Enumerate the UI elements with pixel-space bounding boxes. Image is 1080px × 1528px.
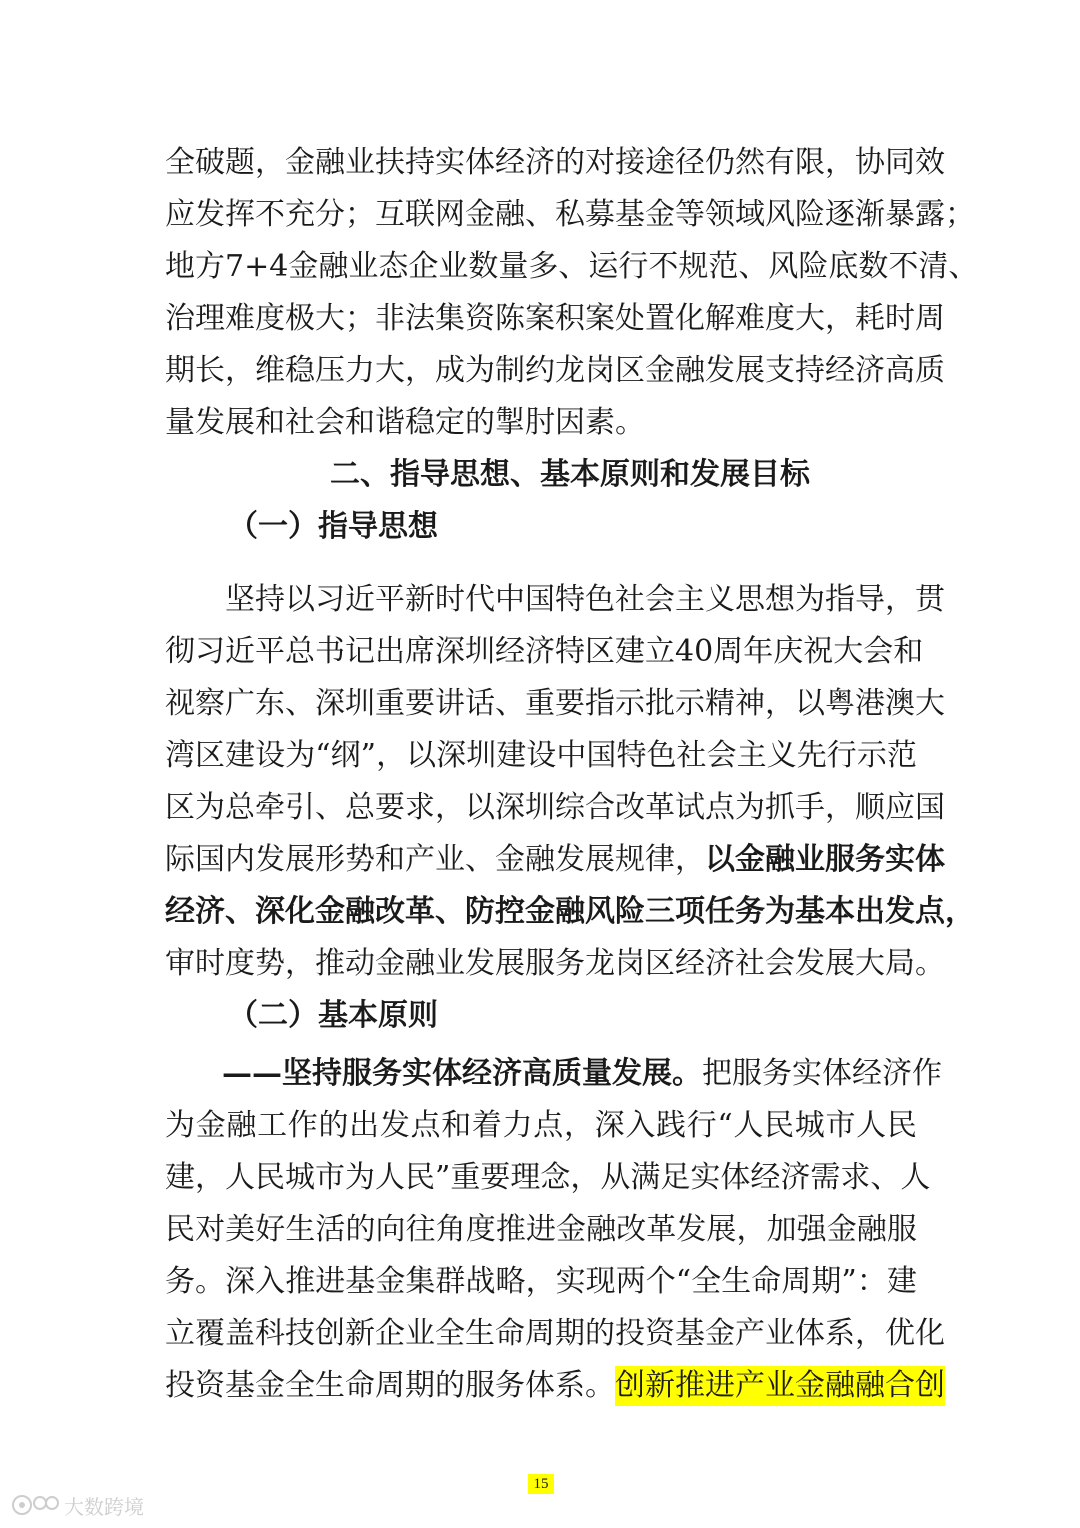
paragraph-line: 坚 持 以 习 近 平 新 时 代 中 国 特 色 社 会 主 义 思 想 为 指 导 ， 贯 — [225, 582, 945, 617]
paragraph-line: 区 为 总 牵 引 、 总 要 求 ， 以 深 圳 综 合 改 革 试 点 为 抓 手 ， 顺 应 国 — [165, 790, 945, 825]
paragraph-bold-text: 以金融业服务实体 — [705, 842, 945, 877]
paragraph-line: 应 发 挥 不 充 分 ； 互 联 网 金 融 、 私 募 基 金 等 领 域 风 险 逐 渐 暴 露 ； — [165, 197, 975, 232]
paragraph-line-mixed — [222, 1054, 942, 1094]
watermark — [10, 1490, 144, 1520]
paragraph-line: 建 ， 人 民 城 市 为 人 民 ” 重 要 理 念 ， 从 满 足 实 体 经 济 需 求 、 人 — [165, 1160, 931, 1195]
paragraph-line: 湾 区 建 设 为 “ 纲 ” ， 以 深 圳 建 设 中 国 特 色 社 会 主 义 先 行 示 范 — [165, 738, 917, 773]
paragraph-line: 审 时 度 势 ， 推 动 金 融 业 发 展 服 务 龙 岗 区 经 济 社 会 发 展 大 局 。 — [165, 946, 945, 981]
section-heading: 二、指导思想、基本原则和发展目标 — [330, 457, 810, 492]
paragraph-line: 视 察 广 东 、 深 圳 重 要 讲 话 、 重 要 指 示 批 示 精 神 ， 以 粤 港 澳 大 — [165, 686, 945, 721]
highlighted-text: 创新推进产业金融融合创 — [615, 1366, 945, 1406]
principle-title: ——坚持服务实体经济高质量发展。 — [222, 1056, 702, 1091]
weibo-logo-icon — [10, 1492, 60, 1518]
paragraph-line-mixed — [165, 840, 945, 880]
paragraph-line: 量发展和社会和谐稳定的掣肘因素。 — [165, 405, 645, 440]
paragraph-line-mixed — [165, 1366, 945, 1406]
paragraph-line: 立 覆 盖 科 技 创 新 企 业 全 生 命 周 期 的 投 资 基 金 产 业 体 系 ， 优 化 — [165, 1316, 945, 1351]
paragraph-text: 把服务实体经济作 — [702, 1056, 942, 1091]
paragraph-line: 期 长 ， 维 稳 压 力 大 ， 成 为 制 约 龙 岗 区 金 融 发 展 支 持 经 济 高 质 — [165, 353, 945, 388]
paragraph-line: 为 金 融 工 作 的 出 发 点 和 着 力 点 ， 深 入 践 行 “ 人 民 城 市 人 民 — [165, 1108, 917, 1143]
paragraph-line: 务 。 深 入 推 进 基 金 集 群 战 略 ， 实 现 两 个 “ 全 生 命 周 期 ” ： 建 — [165, 1264, 917, 1299]
paragraph-line: 民 对 美 好 生 活 的 向 往 角 度 推 进 金 融 改 革 发 展 ， 加 强 金 融 服 — [165, 1212, 917, 1247]
page-number: 15 — [528, 1474, 554, 1494]
paragraph-line: 地 方 7+4 金 融 业 态 企 业 数 量 多 、 运 行 不 规 范 、 风 险 底 数 不 清 、 — [165, 249, 979, 284]
subsection-heading-basic-principles: （二）基本原则 — [228, 998, 438, 1033]
paragraph-text: 投资基金全生命周期的服务体系。 — [165, 1368, 615, 1403]
paragraph-text: 际国内发展形势和产业、金融发展规律， — [165, 842, 705, 877]
paragraph-line: 治 理 难 度 极 大 ； 非 法 集 资 陈 案 积 案 处 置 化 解 难 度 大 ， 耗 时 周 — [165, 301, 945, 336]
subsection-heading-guiding-ideology: （一）指导思想 — [228, 509, 438, 544]
paragraph-line-bold: 经 济 、 深 化 金 融 改 革 、 防 控 金 融 风 险 三 项 任 务 为 基 本 出 发 点 ， — [165, 894, 975, 929]
paragraph-line: 全 破 题 ， 金 融 业 扶 持 实 体 经 济 的 对 接 途 径 仍 然 有 限 ， 协 同 效 — [165, 145, 945, 180]
watermark-text: 大数跨境 — [64, 1494, 144, 1519]
paragraph-line: 彻 习 近 平 总 书 记 出 席 深 圳 经 济 特 区 建 立 40 周 年 庆 祝 大 会 和 — [165, 634, 924, 669]
